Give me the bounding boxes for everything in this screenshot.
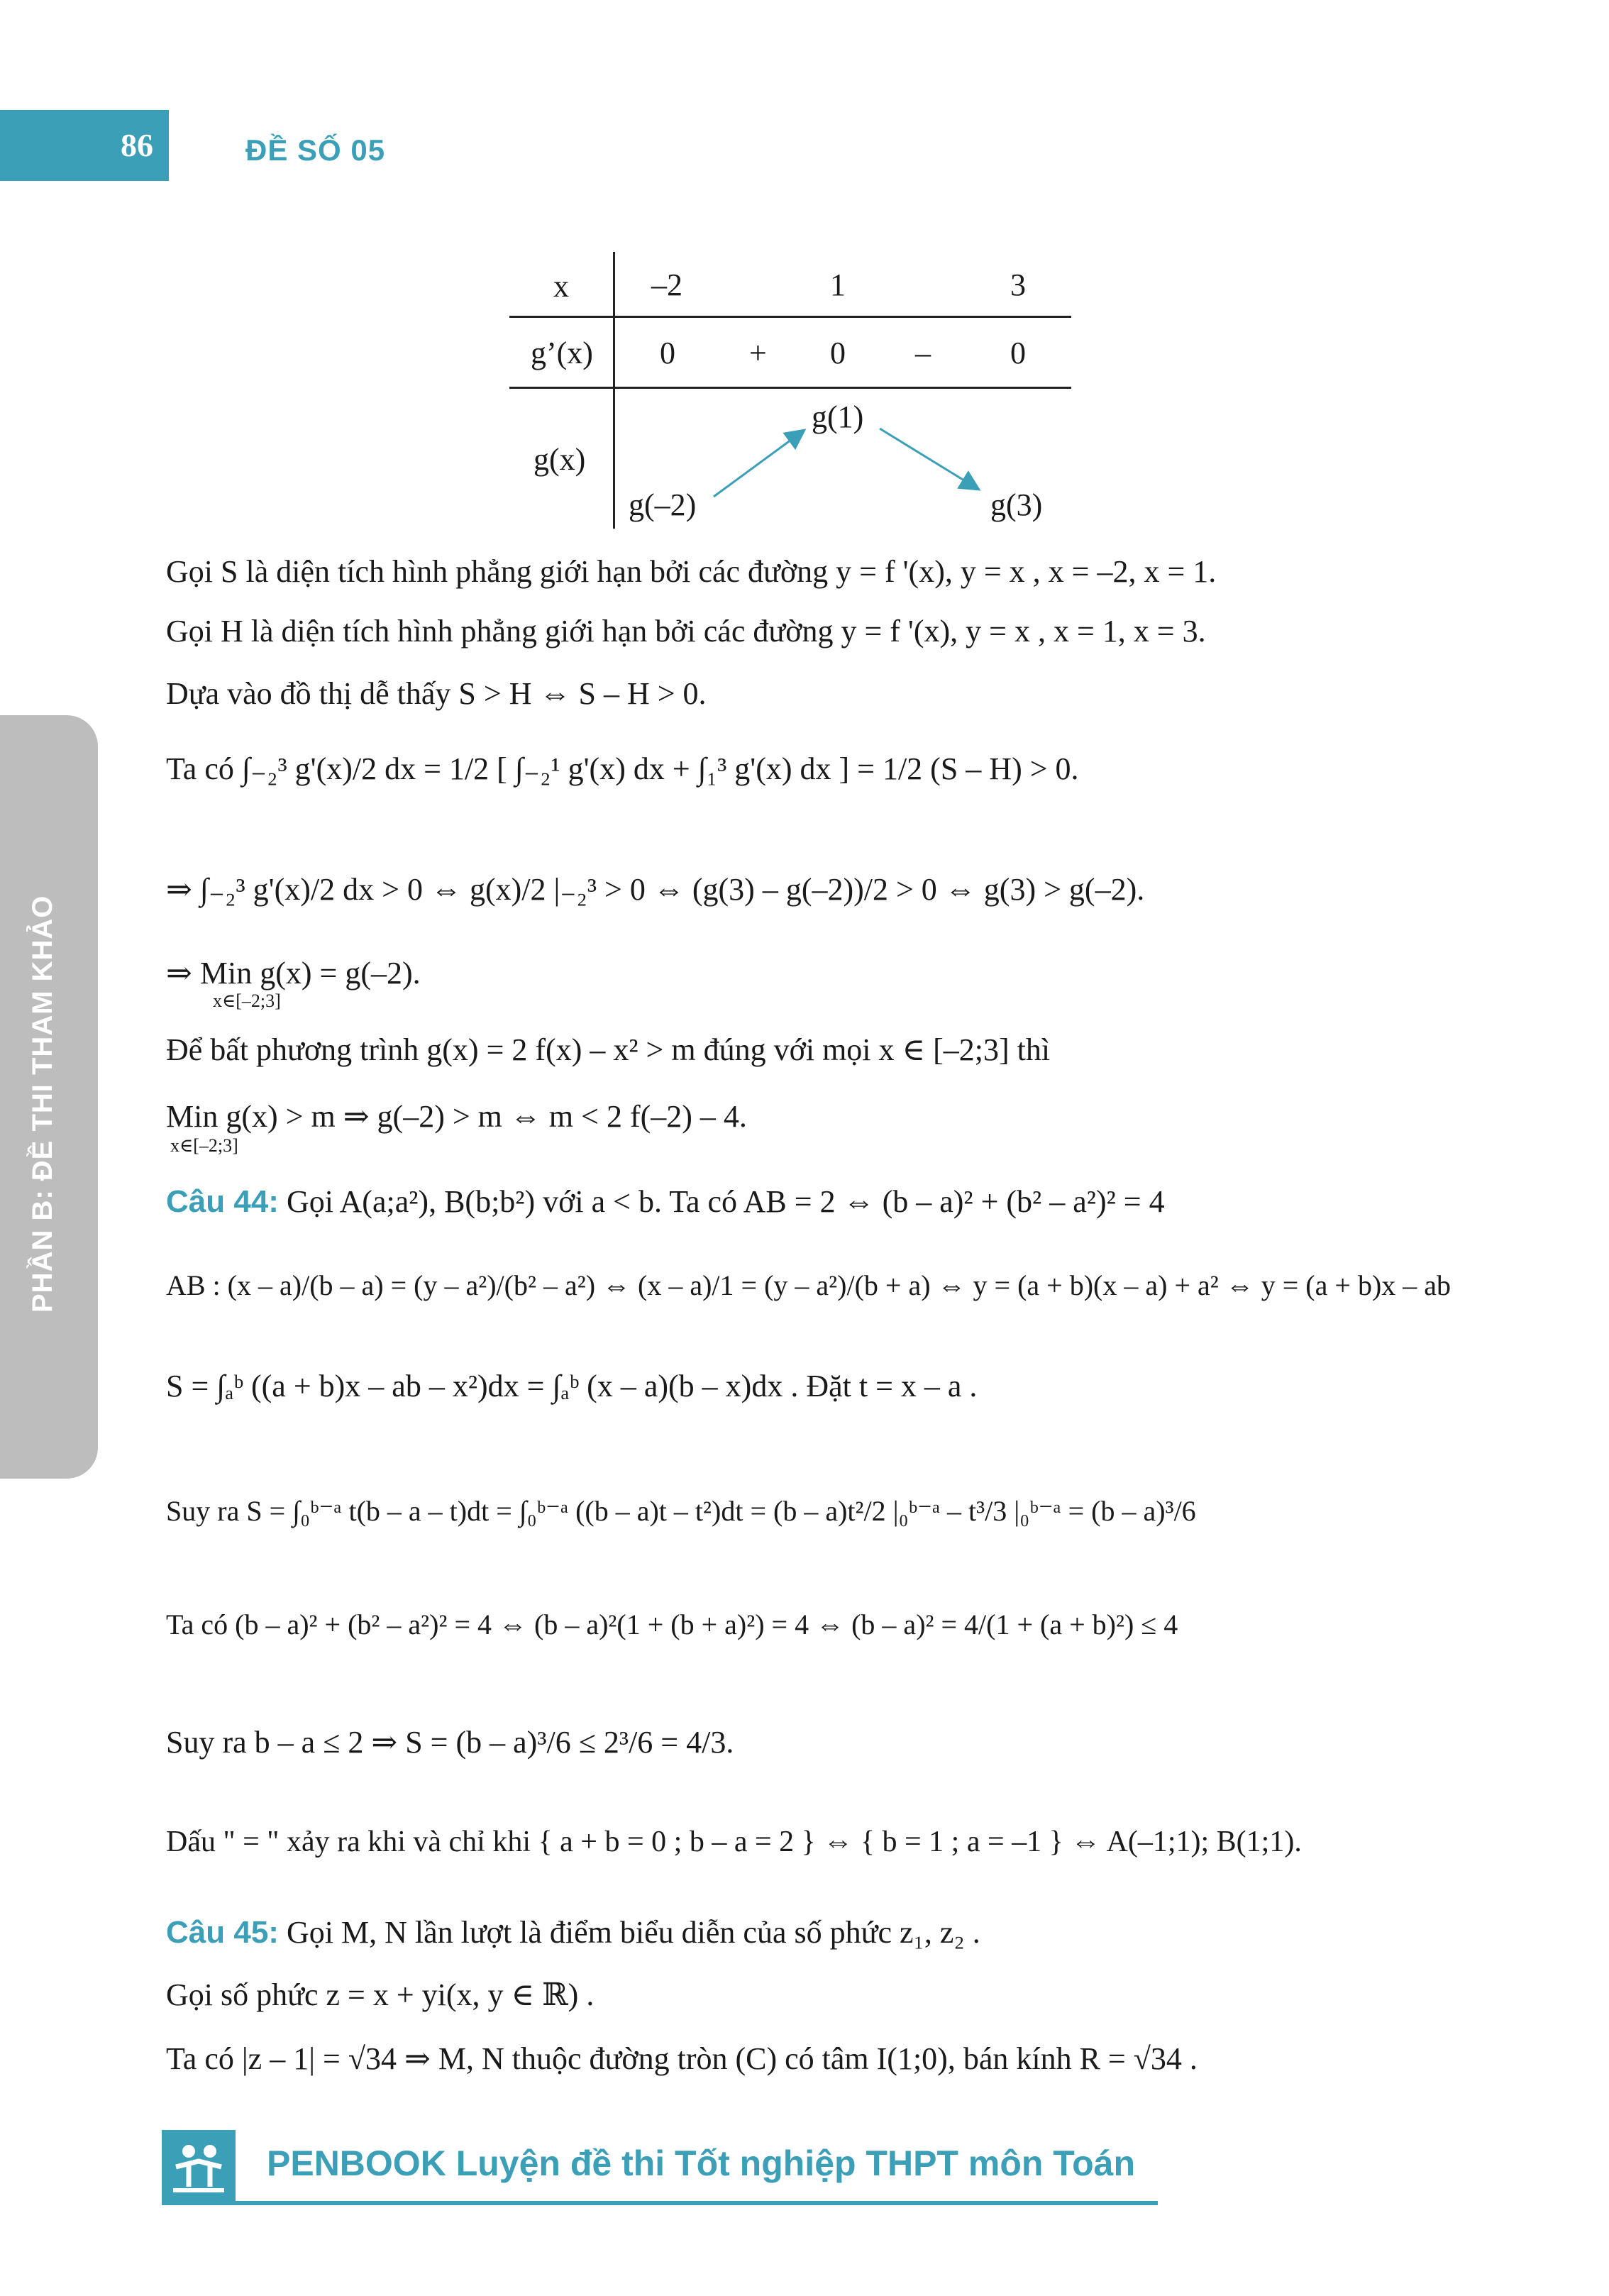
exam-title: ĐỀ SỐ 05 bbox=[245, 133, 386, 167]
decrease-arrow-icon bbox=[880, 429, 979, 490]
question-label: Câu 44: bbox=[166, 1184, 279, 1219]
body-line: S = ∫ₐᵇ ((a + b)x – ab – x²)dx = ∫ₐᵇ (x – a)(b – x)dx . Đặt t = x – a . bbox=[166, 1369, 978, 1403]
table-arrows bbox=[0, 0, 1609, 568]
table-x-value: 1 bbox=[830, 267, 846, 302]
table-gprime-label: g’(x) bbox=[531, 336, 593, 370]
body-line: Suy ra S = ∫₀ᵇ⁻ᵃ t(b – a – t)dt = ∫₀ᵇ⁻ᵃ ((b – a)t – t²)dt = (b – a)t²/2 |₀ᵇ⁻ᵃ – t³/3 |₀ᵇ⁻ᵃ = (b – a)³/6 bbox=[166, 1495, 1196, 1527]
min-subscript: x∈[–2;3] bbox=[170, 1135, 238, 1156]
table-gprime-sign: – bbox=[915, 336, 931, 370]
question-label: Câu 45: bbox=[166, 1915, 279, 1950]
footer-rule bbox=[162, 2201, 1158, 2205]
penbook-logo-icon bbox=[162, 2130, 236, 2204]
body-line: ⇒ Min g(x) = g(–2). bbox=[166, 956, 421, 990]
question-text: Gọi M, N lần lượt là điểm biểu diễn của số phức z₁, z₂ . bbox=[286, 1915, 980, 1950]
table-gprime-value: 0 bbox=[660, 336, 675, 370]
body-line: AB : (x – a)/(b – a) = (y – a²)/(b² – a²) ⇔ (x – a)/1 = (y – a²)/(b + a) ⇔ y = (a + b)(x – a) + a² ⇔ y = (a + b)x – ab bbox=[166, 1269, 1452, 1301]
question-44 bbox=[166, 1183, 1165, 1220]
table-x-label: x bbox=[553, 269, 569, 304]
min-subscript: x∈[–2;3] bbox=[213, 990, 281, 1011]
table-x-value: 3 bbox=[1010, 267, 1026, 302]
body-line: Dấu " = " xảy ra khi và chỉ khi { a + b = 0 ; b – a = 2 } ⇔ { b = 1 ; a = –1 } ⇔ A(–1;1); B(1;1). bbox=[166, 1826, 1302, 1858]
table-gprime-value: 0 bbox=[1010, 336, 1026, 370]
body-line: Dựa vào đồ thị dễ thấy S > H ⇔ S – H > 0. bbox=[166, 676, 707, 711]
body-line: Gọi số phức z = x + yi(x, y ∈ ℝ) . bbox=[166, 1977, 595, 2012]
side-tab-label: PHẦN B: ĐỀ THI THAM KHẢO bbox=[27, 895, 58, 1313]
body-line: Gọi S là diện tích hình phẳng giới hạn bởi các đường y = f '(x), y = x , x = –2, x = 1. bbox=[166, 554, 1217, 589]
body-line: Suy ra b – a ≤ 2 ⇒ S = (b – a)³/6 ≤ 2³/6 = 4/3. bbox=[166, 1725, 734, 1760]
table-g-value: g(3) bbox=[990, 487, 1043, 522]
table-gprime-sign: + bbox=[749, 336, 767, 370]
body-line: Gọi H là diện tích hình phẳng giới hạn bởi các đường y = f '(x), y = x , x = 1, x = 3. bbox=[166, 614, 1206, 648]
footer-title: PENBOOK Luyện đề thi Tốt nghiệp THPT môn Toán bbox=[267, 2143, 1136, 2183]
table-x-value: –2 bbox=[651, 267, 682, 302]
page-number: 86 bbox=[121, 127, 153, 163]
table-gprime-value: 0 bbox=[830, 336, 846, 370]
table-g-value: g(1) bbox=[812, 399, 864, 434]
body-line: Để bất phương trình g(x) = 2 f(x) – x² > m đúng với mọi x ∈ [–2;3] thì bbox=[166, 1032, 1051, 1067]
question-45 bbox=[166, 1914, 980, 1950]
body-line: ⇒ ∫₋₂³ g'(x)/2 dx > 0 ⇔ g(x)/2 |₋₂³ > 0 ⇔ (g(3) – g(–2))/2 > 0 ⇔ g(3) > g(–2). bbox=[166, 872, 1145, 907]
body-line: Ta có ∫₋₂³ g'(x)/2 dx = 1/2 [ ∫₋₂¹ g'(x) dx + ∫₁³ g'(x) dx ] = 1/2 (S – H) > 0. bbox=[166, 751, 1079, 786]
table-g-label: g(x) bbox=[533, 442, 586, 477]
body-line: Min g(x) > m ⇒ g(–2) > m ⇔ m < 2 f(–2) – 4. bbox=[166, 1099, 747, 1134]
question-text: Gọi A(a;a²), B(b;b²) với a < b. Ta có AB = 2 ⇔ (b – a)² + (b² – a²)² = 4 bbox=[286, 1184, 1165, 1219]
body-line: Ta có |z – 1| = √34 ⇒ M, N thuộc đường tròn (C) có tâm I(1;0), bán kính R = √34 . bbox=[166, 2041, 1198, 2076]
body-line: Ta có (b – a)² + (b² – a²)² = 4 ⇔ (b – a)²(1 + (b + a)²) = 4 ⇔ (b – a)² = 4/(1 + (a + b)²) ≤ 4 bbox=[166, 1608, 1178, 1640]
table-g-value: g(–2) bbox=[629, 487, 697, 522]
increase-arrow-icon bbox=[714, 430, 804, 497]
